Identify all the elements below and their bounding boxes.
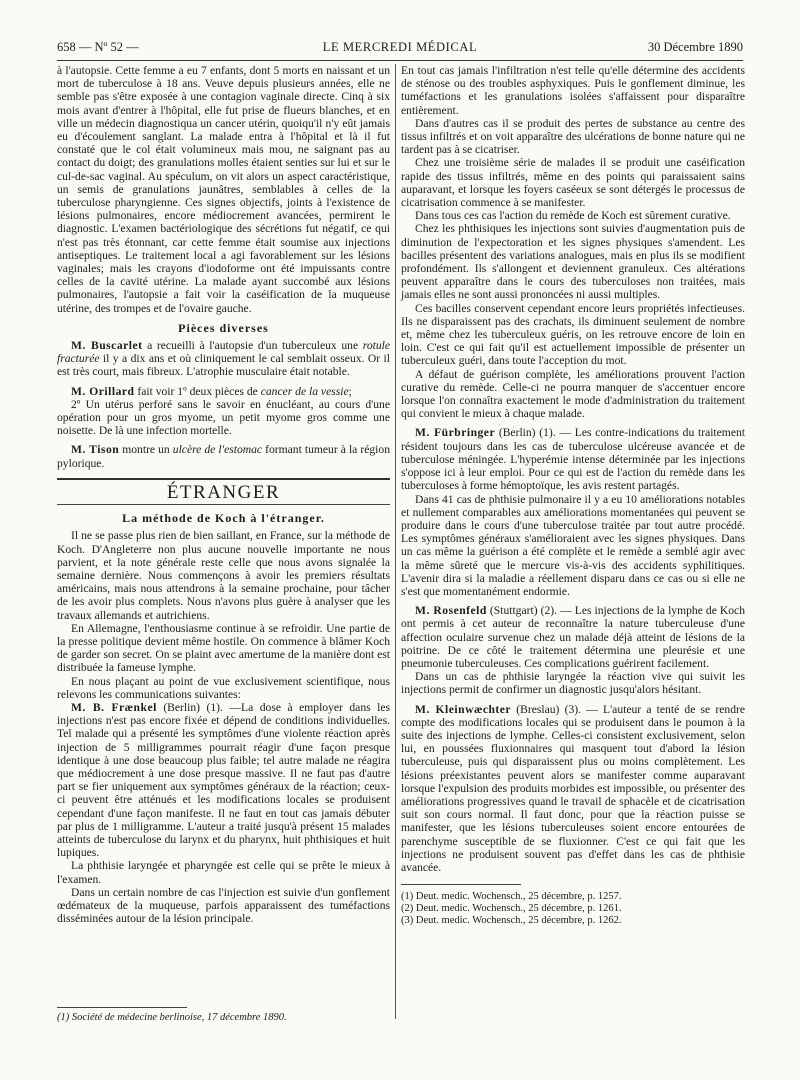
text: a recueilli à l'autopsie d'un tuberculeux une — [142, 339, 363, 353]
section-title: ÉTRANGER — [166, 481, 281, 503]
paragraph-kleinwaechter — [401, 703, 745, 875]
paragraph: A défaut de guérison complète, les améliorations prouvent l'action curative du remède. Celle-ci ne pourra manquer de s'accentuer encore lorsque l'on connaîtra exactement le mode d'administration du traitement qui convient le mieux à chaque malade. — [401, 367, 745, 421]
author-name: M. Orillard — [71, 384, 135, 398]
italic-text: rotule fracturée — [57, 339, 391, 366]
paragraph-rosenfeld — [401, 604, 745, 670]
text: (Breslau) (3). — L'auteur a tenté de se rendre compte des modifications locales qui se produisent dans le poumon à la suite des injections de lymphe. Celles-ci consistent exclusivement, selon lui, en poussées fluxionnaires qui masquent tout d'abord la lésion tuberculeuse, puis qui disparaissent plus ou moins complètement. Les lésions préexistantes peuvent alors se manifester comme auparavant lorsque l'expulsion des produits morbides est impossible, ou présenter des améliorations progressives quand le travail de sphacèle et de cicatrisation suit son cours normal. Il faut donc, pour que la réaction puisse se manifester, que les lésions tuberculeuses soient encore entourées de parenchyme susceptible de se fluxionner. C'est ce qui fait que les injections ne produisent souvent pas d'effet dans les cas de phthisie avancée. — [401, 702, 745, 874]
paragraph: Il ne se passe plus rien de bien saillant, en France, sur la méthode de Koch. D'Angleterre non plus aucune nouvelle importante ne nous parvient, et la note générale reste celle que nous avons signalée la semaine dernière. Nous commençons à avoir les premiers résultats américains, mais nous attendrons à la semaine prochaine, pour tâcher de les avoir plus complets. Nous n'avons plus guère à analyser que les travaux allemands et autrichiens. — [57, 529, 390, 622]
paragraph: Ces bacilles conservent cependant encore leurs propriétés infectieuses. Ils ne disparaissent pas des crachats, ils diminuent seulement de nombre et, même chez les tuberculeux guéris, on les retrouve encore de loin en loin. C'est ce qui fait qu'il est actuellement impossible de présenter un tuberculeux guéri, dans toute l'acception du mot. — [401, 301, 745, 368]
paragraph: La phthisie laryngée et pharyngée est celle qui se prête le mieux à l'examen. — [57, 859, 390, 886]
paragraph: Dans 41 cas de phthisie pulmonaire il y a eu 10 améliorations notables et nullement comparables aux améliorations momentanées qui peuvent se produire dans le cours d'une tuberculose traitée par tout autre procédé. Les symptômes généraux s'amélioraient avec les signes physiques. Dans un cas même la guérison a été complète et le remède a semblé agir avec la même sûreté que le mercure vis-à-vis des accidents syphilitiques. L'avenir dira si la maladie a réellement disparu dans ce cas ou si elle ne s'est que momentanément endormie. — [401, 492, 745, 598]
paragraph-orillard — [57, 385, 390, 398]
italic-text: ulcère de l'estomac — [172, 443, 263, 457]
paragraph: à l'autopsie. Cette femme a eu 7 enfants, dont 5 morts en naissant et un mort de tuberculose à 18 ans. Veuve depuis plusieurs années, elle ne semble pas s'être exposée à une contagion vaginale directe. Cinq à six mois avant d'entrer à l'hôpital, elle fut prise de flueurs blanches, et en ville un médecin diagnostiqua un cancer utérin, quoiqu'il n'y eût jamais eu d'écoulement sanglant. La malade entra à l'hôpital et là il fut constaté que le col était volumineux mais mou, ne saignant pas au contact du doigt; des granulations molles étaient senties sur lui et sur le cul-de-sac vaginal. Au spéculum, on vit alors un aspect caractéristique, un semis de granulations jaunâtres, semblables à celles de la tuberculose pharyngienne. Ces signes objectifs, joints à l'existence de lésions pulmonaires, encore médiocrement avancées, permirent le diagnostic. L'examen bactériologique des sécrétions fut négatif, ce qui n'est pas très étonnant, car cette femme était soumise aux injections antiseptiques. Le traitement local a agi favorablement sur les lésions vaginales; mais les crayons d'iodoforme ont été impuissants contre celles de la cavité utérine. La malade ayant succombé aux lésions pulmonaires, l'autopsie a fait voir la caséification de la muqueuse utérine, des trompes et de l'ovaire gauche. — [57, 64, 390, 315]
author-name: M. Rosenfeld — [415, 604, 487, 618]
paragraph-fraenkel — [57, 701, 390, 859]
text: formant tumeur à la région pylorique. — [57, 443, 390, 470]
footnote-rule — [401, 884, 521, 885]
section-rule — [57, 504, 390, 505]
author-name: M. Buscarlet — [71, 339, 143, 353]
footnote-rule — [57, 1007, 187, 1008]
paragraph-furbringer — [401, 426, 745, 492]
paragraph: 2º Un utérus perforé sans le savoir en énucléant, au cours d'une opération pour un gros myome, un petit myome gros comme une noisette. De là une infection mortelle. — [57, 397, 390, 438]
paragraph: Dans un certain nombre de cas l'injection est suivie d'un gonflement œdémateux de la muqueuse, parfois apparaissent des tuméfactions disséminées autour de la lésion principale. — [57, 885, 390, 926]
issue-date: 30 Décembre 1890 — [647, 40, 743, 54]
footnote-text: (1) Société de médecine berlinoise, 17 décembre 1890. — [57, 1012, 287, 1023]
paragraph-buscarlet — [57, 339, 390, 379]
author-name: M. Tison — [71, 443, 120, 457]
paragraph: En tout cas jamais l'infiltration n'est telle qu'elle détermine des accidents de sténose ou des troubles asphyxiques. Puis le gonflement diminue, les tuméfactions et les granulations isolées s'affaissent pour disparaître entièrement. — [401, 64, 745, 117]
header-rule — [57, 60, 743, 61]
author-name: M. Fürbringer — [415, 426, 496, 440]
running-header — [57, 40, 743, 58]
right-column — [401, 64, 745, 1039]
subheading-methode-koch: La méthode de Koch à l'étranger. — [122, 511, 325, 526]
footnote: (1) Deut. medic. Wochensch., 25 décembre, p. 1257. — [401, 891, 622, 903]
footnote: (2) Deut. medic. Wochensch., 25 décembre, p. 1261. — [401, 903, 622, 915]
journal-title: LE MERCREDI MÉDICAL — [322, 40, 478, 54]
footnote: (3) Deut. medic. Wochensch., 25 décembre, p. 1262. — [401, 915, 622, 927]
author-name: M. Kleinwæchter — [415, 702, 512, 716]
subheading-pieces-diverses: Pièces diverses — [178, 320, 269, 335]
footnote — [57, 1012, 287, 1023]
paragraph: En nous plaçant au point de vue exclusivement scientifique, nous relevons les communications suivantes: — [57, 674, 390, 701]
column-divider — [395, 64, 396, 1019]
text: (Berlin) (1). — Les contre-indications du traitement résident toujours dans les cas de tuberculose ulcéreuse avancée et de tuberculose méningée. L'hyperémie intense déterminée par les injections s'oppose ici à leur emploi. Pour ce qui est de l'action du remède dans les tuberculoses à forme hémoptoïque, les avis restent partagés. — [401, 426, 745, 493]
page-number: 658 — Nº 52 — — [57, 40, 139, 54]
paragraph: Chez les phthisiques les injections sont suivies d'augmentation puis de diminution de l'expectoration et les signes physiques s'amendent. Les bacilles présentent des variations analogues, mais en plus ils se modifient profondément. Ils s'allongent et deviennent granuleux. Ces altérations peuvent apparaître dans le cours des tuberculoses non traitées, mais jamais elles ne sont aussi prononcées ni aussi multiples. — [401, 222, 745, 302]
author-name: M. B. Frænkel — [71, 700, 157, 714]
paragraph: Dans d'autres cas il se produit des pertes de substance au centre des tissus infiltrés et on voit apparaître des ulcérations de bonne nature qui ne tardent pas à se cicatriser. — [401, 116, 745, 157]
text: ; — [348, 384, 352, 398]
left-column — [57, 64, 390, 1039]
text: (Berlin) (1). —La dose à employer dans les injections n'est pas encore fixée et dépend de conditions individuelles. Tel malade qui a présenté les symptômes d'une violente réaction après injection de 5 milligrammes pourrait réagir d'une façon presque identique à une dose beaucoup plus faible; tel autre malade ne réagira que médiocrement à une dose presque massive. Il ne faut pas d'autre part se fier uniquement aux symptômes généraux de la réaction; ceux-ci peuvent être atténués et les modifications locales se produisent cependant d'une façon manifeste. Il ne faut en tout cas jamais débuter par plus de 1 milligramme. L'auteur a traité jusqu'à présent 15 malades atteints de tuberculose du larynx et du pharynx, huit phthisiques et huit lupiques. — [57, 700, 391, 860]
text: (Stuttgart) (2). — Les injections de la lymphe de Koch ont permis à cet auteur de reconnaître la nature tuberculeuse d'une affection oculaire survenue chez un malade déjà atteint de lésions de la poitrine. De ce côté le traitement détermina une pleurésie et une pneumonie tuberculeuses. Ces complications guérirent facilement. — [401, 604, 746, 670]
paragraph: Dans tous ces cas l'action du remède de Koch est sûrement curative. — [415, 209, 731, 223]
paragraph: En Allemagne, l'enthousiasme continue à se refroidir. Une partie de la presse politique devient même hostile. On commence à blâmer Koch de garder son secret. On se plaint avec amertume de la manière dont est distribuée la fameuse lymphe. — [57, 621, 390, 675]
paragraph-tison — [57, 443, 390, 469]
text: montre un — [119, 443, 173, 457]
paragraph: Chez une troisième série de malades il se produit une caséification rapide des tissus infiltrés, même en des points qui paraissaient sains auparavant, et lorsque les foyers caséeux se sont détergés le processus de cicatrisation commence à se manifester. — [401, 156, 745, 210]
paragraph: Dans un cas de phthisie laryngée la réaction vive qui suivit les injections permit de confirmer un diagnostic jusqu'alors hésitant. — [401, 670, 745, 697]
text: fait voir 1º deux pièces de — [134, 384, 261, 398]
text: il y a dix ans et où cliniquement le cal semblait osseux. Or il est très court, mais fibreux. L'atrophie musculaire était notable. — [57, 352, 390, 379]
italic-text: cancer de la vessie — [260, 384, 349, 398]
